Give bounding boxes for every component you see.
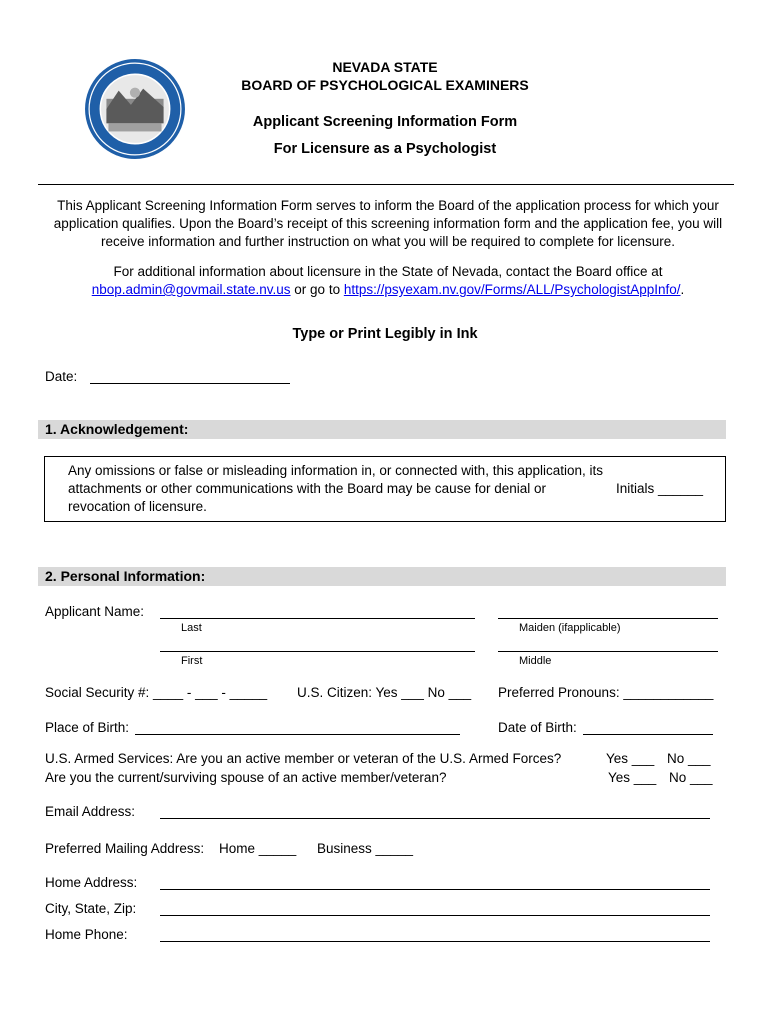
first-name-caption: First	[181, 655, 203, 667]
header-divider	[38, 184, 734, 185]
armed-yes-field[interactable]: Yes ___	[606, 751, 655, 766]
email-field[interactable]	[160, 818, 710, 819]
spouse-no-field[interactable]: No ___	[669, 770, 713, 785]
middle-name-field[interactable]	[498, 651, 718, 652]
birthdate-field[interactable]	[583, 734, 713, 735]
contact-prefix: For additional information about licensure in the State of Nevada, contact the Board office at	[113, 264, 663, 279]
email-link[interactable]: nbop.admin@govmail.state.nv.us	[91, 282, 291, 297]
birthplace-label: Place of Birth:	[45, 720, 130, 735]
url-link[interactable]: https://psyexam.nv.gov/Forms/ALL/PsychologistAppInfo/	[343, 282, 681, 297]
home-phone-label: Home Phone:	[45, 927, 128, 942]
last-name-field[interactable]	[160, 618, 475, 619]
pronouns-field[interactable]: Preferred Pronouns: ____________	[498, 685, 714, 700]
spouse-yes-field[interactable]: Yes ___	[608, 770, 657, 785]
last-name-caption: Last	[181, 622, 202, 634]
intro-paragraph: This Applicant Screening Information Form serves to inform the Board of the application process for which your application qualifies. Upon the Board’s receipt of this screening information form and the application fee, you will receive information and further instruction on what you will be required to complete for licensure.	[53, 198, 723, 249]
city-state-zip-label: City, State, Zip:	[45, 901, 137, 916]
mailing-address-label: Preferred Mailing Address:	[45, 841, 205, 856]
section2-title: 2. Personal Information:	[45, 568, 206, 584]
initials-field[interactable]: Initials ______	[616, 481, 704, 496]
acknowledgement-text: Any omissions or false or misleading information in, or connected with, this application, its attachments or other communications with the Board may be cause for denial or revocation of licensure.	[68, 463, 604, 514]
maiden-name-caption: Maiden (ifapplicable)	[519, 622, 621, 634]
first-name-field[interactable]	[160, 651, 475, 652]
agency-name-line2: BOARD OF PSYCHOLOGICAL EXAMINERS	[241, 77, 529, 93]
contact-middle: or go to	[290, 282, 344, 297]
armed-services-question: U.S. Armed Services: Are you an active member or veteran of the U.S. Armed Forces?	[45, 751, 562, 766]
ssn-field[interactable]: Social Security #: ____ - ___ - _____	[45, 685, 268, 700]
middle-name-caption: Middle	[519, 655, 552, 667]
armed-no-field[interactable]: No ___	[667, 751, 711, 766]
applicant-name-label: Applicant Name:	[45, 604, 145, 619]
city-state-zip-field[interactable]	[160, 915, 710, 916]
contact-suffix: .	[680, 282, 685, 297]
citizen-field[interactable]: U.S. Citizen: Yes ___ No ___	[297, 685, 472, 700]
agency-name-line1: NEVADA STATE	[332, 59, 438, 75]
form-subtitle: For Licensure as a Psychologist	[273, 141, 497, 157]
home-phone-field[interactable]	[160, 941, 710, 942]
date-field[interactable]	[90, 383, 290, 384]
home-address-field[interactable]	[160, 889, 710, 890]
maiden-name-field[interactable]	[498, 618, 718, 619]
date-label: Date:	[45, 369, 78, 384]
email-label: Email Address:	[45, 804, 136, 819]
form-title: Applicant Screening Information Form	[252, 114, 518, 130]
birthdate-label: Date of Birth:	[498, 720, 577, 735]
home-address-label: Home Address:	[45, 875, 138, 890]
mailing-business-option[interactable]: Business _____	[317, 841, 414, 856]
contact-paragraph	[38, 263, 738, 299]
print-instructions: Type or Print Legibly in Ink	[292, 326, 478, 342]
section1-title: 1. Acknowledgement:	[45, 421, 189, 437]
mailing-home-option[interactable]: Home _____	[219, 841, 297, 856]
spouse-question: Are you the current/surviving spouse of an active member/veteran?	[45, 770, 447, 785]
birthplace-field[interactable]	[135, 734, 460, 735]
